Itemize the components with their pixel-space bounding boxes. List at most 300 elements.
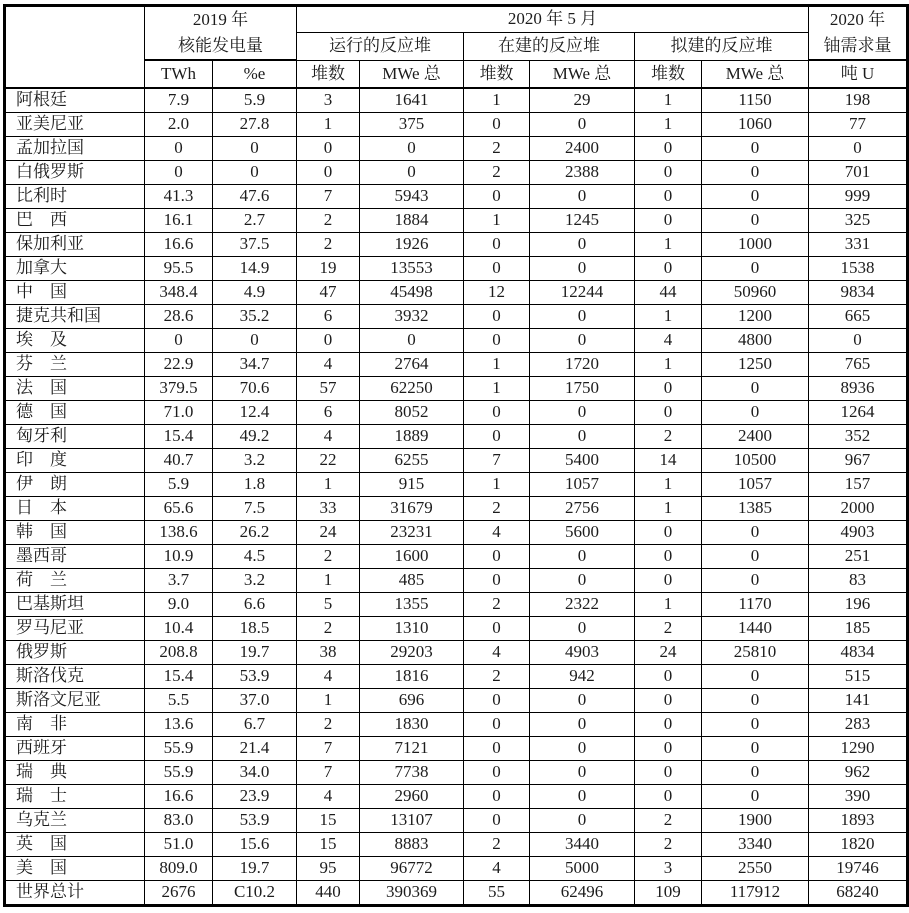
- data-cell: 1385: [702, 497, 809, 521]
- country-cell: 阿根廷: [5, 88, 145, 113]
- data-cell: 665: [809, 305, 908, 329]
- data-cell: 19.7: [213, 641, 297, 665]
- table-row: [5, 689, 908, 713]
- data-cell: 8936: [809, 377, 908, 401]
- data-cell: 0: [702, 713, 809, 737]
- data-cell: 331: [809, 233, 908, 257]
- data-cell: 0: [635, 185, 702, 209]
- data-cell: 0: [360, 161, 464, 185]
- data-cell: 942: [530, 665, 635, 689]
- country-cell: 伊 朗: [5, 473, 145, 497]
- data-cell: 4903: [809, 521, 908, 545]
- country-cell: 罗马尼亚: [5, 617, 145, 641]
- subheader-mwe-total-construction: MWe 总: [530, 60, 635, 88]
- data-cell: 4: [297, 665, 360, 689]
- country-cell: 英 国: [5, 833, 145, 857]
- data-cell: 15.4: [145, 665, 213, 689]
- data-cell: 21.4: [213, 737, 297, 761]
- data-cell: 1: [635, 88, 702, 113]
- data-cell: 138.6: [145, 521, 213, 545]
- data-cell: 379.5: [145, 377, 213, 401]
- data-cell: 4834: [809, 641, 908, 665]
- data-cell: 2: [297, 209, 360, 233]
- data-cell: 141: [809, 689, 908, 713]
- data-cell: 22: [297, 449, 360, 473]
- data-cell: 5943: [360, 185, 464, 209]
- data-cell: 0: [530, 113, 635, 137]
- country-cell: 韩 国: [5, 521, 145, 545]
- table-row: [5, 737, 908, 761]
- country-cell: 俄罗斯: [5, 641, 145, 665]
- data-cell: 1: [464, 377, 530, 401]
- table-row: [5, 137, 908, 161]
- data-cell: 701: [809, 161, 908, 185]
- data-cell: 0: [464, 257, 530, 281]
- data-cell: 29: [530, 88, 635, 113]
- data-cell: 0: [297, 161, 360, 185]
- country-cell: 亚美尼亚: [5, 113, 145, 137]
- country-cell: 巴基斯坦: [5, 593, 145, 617]
- data-cell: 4: [297, 425, 360, 449]
- header-2020-uranium: [809, 6, 908, 61]
- data-cell: 5400: [530, 449, 635, 473]
- data-cell: 0: [702, 545, 809, 569]
- data-cell: 2: [464, 137, 530, 161]
- data-cell: 2: [635, 425, 702, 449]
- data-cell: 4: [464, 857, 530, 881]
- data-cell: 0: [702, 569, 809, 593]
- data-cell: 45498: [360, 281, 464, 305]
- table-row: [5, 857, 908, 881]
- data-cell: 50960: [702, 281, 809, 305]
- table-row: [5, 281, 908, 305]
- data-cell: 1600: [360, 545, 464, 569]
- data-cell: 7.5: [213, 497, 297, 521]
- data-cell: 185: [809, 617, 908, 641]
- data-cell: 37.0: [213, 689, 297, 713]
- subheader-tonnes-u: 吨 U: [809, 60, 908, 88]
- subheader-reactor-count-planned: 堆数: [635, 60, 702, 88]
- data-cell: 2756: [530, 497, 635, 521]
- data-cell: 1816: [360, 665, 464, 689]
- data-cell: 485: [360, 569, 464, 593]
- country-cell: 墨西哥: [5, 545, 145, 569]
- data-cell: 0: [702, 377, 809, 401]
- table-row: [5, 569, 908, 593]
- data-cell: 5000: [530, 857, 635, 881]
- table-row: [5, 425, 908, 449]
- data-cell: 83: [809, 569, 908, 593]
- data-cell: 515: [809, 665, 908, 689]
- data-cell: 2: [297, 713, 360, 737]
- data-cell: 23.9: [213, 785, 297, 809]
- data-cell: 15.4: [145, 425, 213, 449]
- data-cell: 0: [464, 809, 530, 833]
- table-row: [5, 353, 908, 377]
- data-cell: 440: [297, 881, 360, 906]
- data-cell: 3.2: [213, 449, 297, 473]
- data-cell: 4: [297, 353, 360, 377]
- data-cell: 70.6: [213, 377, 297, 401]
- data-cell: 4: [635, 329, 702, 353]
- table-row: [5, 593, 908, 617]
- data-cell: 55.9: [145, 737, 213, 761]
- data-cell: 23231: [360, 521, 464, 545]
- data-cell: 3: [635, 857, 702, 881]
- data-cell: 0: [530, 569, 635, 593]
- data-cell: 0: [530, 305, 635, 329]
- data-cell: 44: [635, 281, 702, 305]
- data-cell: 0: [530, 401, 635, 425]
- data-cell: 0: [464, 713, 530, 737]
- data-cell: 0: [464, 425, 530, 449]
- data-cell: 7738: [360, 761, 464, 785]
- data-cell: 0: [809, 329, 908, 353]
- data-cell: 0: [464, 569, 530, 593]
- data-cell: 0: [635, 737, 702, 761]
- data-cell: 4903: [530, 641, 635, 665]
- country-cell: 斯洛伐克: [5, 665, 145, 689]
- data-cell: 65.6: [145, 497, 213, 521]
- data-cell: 0: [360, 137, 464, 161]
- data-cell: 26.2: [213, 521, 297, 545]
- data-cell: 1000: [702, 233, 809, 257]
- data-cell: 0: [530, 713, 635, 737]
- data-cell: 2: [635, 809, 702, 833]
- country-cell: 捷克共和国: [5, 305, 145, 329]
- data-cell: 0: [213, 137, 297, 161]
- country-cell: 印 度: [5, 449, 145, 473]
- data-cell: 0: [464, 761, 530, 785]
- table-row: [5, 377, 908, 401]
- data-cell: 12244: [530, 281, 635, 305]
- data-cell: 0: [530, 425, 635, 449]
- data-cell: 0: [360, 329, 464, 353]
- data-cell: 2400: [702, 425, 809, 449]
- data-cell: 1200: [702, 305, 809, 329]
- data-cell: 38: [297, 641, 360, 665]
- header-operating-reactors: 运行的反应堆: [297, 32, 464, 60]
- data-cell: 1884: [360, 209, 464, 233]
- data-cell: 2.7: [213, 209, 297, 233]
- subheader-reactor-count-operating: 堆数: [297, 60, 360, 88]
- data-cell: 6: [297, 305, 360, 329]
- data-cell: 0: [702, 785, 809, 809]
- data-cell: 13107: [360, 809, 464, 833]
- data-cell: 0: [145, 161, 213, 185]
- data-cell: 7: [297, 185, 360, 209]
- data-cell: 53.9: [213, 809, 297, 833]
- data-cell: 3: [297, 88, 360, 113]
- data-cell: 915: [360, 473, 464, 497]
- table-row: [5, 521, 908, 545]
- corner-cell: [5, 6, 145, 89]
- header-row-1: [5, 6, 908, 33]
- data-cell: 7121: [360, 737, 464, 761]
- data-cell: 0: [297, 137, 360, 161]
- data-cell: 1: [464, 353, 530, 377]
- data-cell: 95: [297, 857, 360, 881]
- table-row: [5, 305, 908, 329]
- data-cell: 9.0: [145, 593, 213, 617]
- data-cell: 68240: [809, 881, 908, 906]
- data-cell: 1: [464, 473, 530, 497]
- data-cell: 0: [530, 761, 635, 785]
- country-cell: 世界总计: [5, 881, 145, 906]
- subheader-percent-e: %e: [213, 60, 297, 88]
- country-cell: 瑞 典: [5, 761, 145, 785]
- data-cell: 34.0: [213, 761, 297, 785]
- data-cell: 0: [464, 401, 530, 425]
- data-cell: 198: [809, 88, 908, 113]
- data-cell: 37.5: [213, 233, 297, 257]
- data-cell: 3440: [530, 833, 635, 857]
- data-cell: 2: [635, 833, 702, 857]
- table-row: [5, 329, 908, 353]
- data-cell: 16.1: [145, 209, 213, 233]
- data-cell: 40.7: [145, 449, 213, 473]
- data-cell: 0: [464, 545, 530, 569]
- table-row: [5, 401, 908, 425]
- data-cell: 0: [702, 689, 809, 713]
- data-cell: 1: [635, 233, 702, 257]
- data-cell: 3.7: [145, 569, 213, 593]
- country-cell: 南 非: [5, 713, 145, 737]
- data-cell: 7: [464, 449, 530, 473]
- header-2019-generation: [145, 6, 297, 61]
- data-cell: 1290: [809, 737, 908, 761]
- country-cell: 加拿大: [5, 257, 145, 281]
- data-cell: 25810: [702, 641, 809, 665]
- table-row: [5, 545, 908, 569]
- data-cell: 1: [464, 88, 530, 113]
- data-cell: 390: [809, 785, 908, 809]
- data-cell: 0: [464, 305, 530, 329]
- data-cell: 0: [702, 161, 809, 185]
- data-cell: 0: [464, 329, 530, 353]
- data-cell: 15: [297, 809, 360, 833]
- country-cell: 德 国: [5, 401, 145, 425]
- data-cell: 83.0: [145, 809, 213, 833]
- data-cell: 1: [635, 497, 702, 521]
- data-cell: 0: [530, 545, 635, 569]
- table-row: [5, 785, 908, 809]
- data-cell: 0: [530, 809, 635, 833]
- data-cell: 53.9: [213, 665, 297, 689]
- data-cell: 0: [213, 329, 297, 353]
- data-cell: 1057: [702, 473, 809, 497]
- data-cell: 0: [702, 521, 809, 545]
- country-cell: 保加利亚: [5, 233, 145, 257]
- data-cell: 2: [464, 593, 530, 617]
- country-cell: 斯洛文尼亚: [5, 689, 145, 713]
- data-cell: 33: [297, 497, 360, 521]
- data-cell: 4800: [702, 329, 809, 353]
- data-cell: 2400: [530, 137, 635, 161]
- data-cell: 1.8: [213, 473, 297, 497]
- data-cell: 7: [297, 737, 360, 761]
- data-cell: 2322: [530, 593, 635, 617]
- data-cell: 96772: [360, 857, 464, 881]
- table-header: [5, 6, 908, 89]
- data-cell: 0: [635, 569, 702, 593]
- data-cell: 62496: [530, 881, 635, 906]
- data-cell: 1355: [360, 593, 464, 617]
- data-cell: 283: [809, 713, 908, 737]
- data-cell: 22.9: [145, 353, 213, 377]
- data-cell: 3.2: [213, 569, 297, 593]
- data-cell: 962: [809, 761, 908, 785]
- data-cell: 1641: [360, 88, 464, 113]
- data-cell: 2: [464, 665, 530, 689]
- data-cell: 77: [809, 113, 908, 137]
- table-row: [5, 257, 908, 281]
- data-cell: 0: [702, 761, 809, 785]
- country-cell: 荷 兰: [5, 569, 145, 593]
- data-cell: 2: [297, 233, 360, 257]
- data-cell: 208.8: [145, 641, 213, 665]
- table-row: [5, 185, 908, 209]
- data-cell: 14.9: [213, 257, 297, 281]
- data-cell: 2764: [360, 353, 464, 377]
- table-body: [5, 88, 908, 906]
- data-cell: 0: [530, 689, 635, 713]
- data-cell: 0: [635, 209, 702, 233]
- data-cell: 1: [297, 473, 360, 497]
- header-uranium-line2: 铀需求量: [823, 36, 892, 55]
- country-cell: 匈牙利: [5, 425, 145, 449]
- data-cell: 0: [702, 257, 809, 281]
- data-cell: 29203: [360, 641, 464, 665]
- data-cell: 0: [464, 737, 530, 761]
- data-cell: 2: [297, 545, 360, 569]
- data-cell: 71.0: [145, 401, 213, 425]
- data-cell: 24: [635, 641, 702, 665]
- subheader-twh: TWh: [145, 60, 213, 88]
- data-cell: 14: [635, 449, 702, 473]
- data-cell: 10.4: [145, 617, 213, 641]
- data-cell: 0: [702, 737, 809, 761]
- country-cell: 法 国: [5, 377, 145, 401]
- data-cell: 7: [297, 761, 360, 785]
- table-row: [5, 809, 908, 833]
- table-row: [5, 88, 908, 113]
- table-row: [5, 473, 908, 497]
- data-cell: 0: [464, 113, 530, 137]
- data-cell: 2960: [360, 785, 464, 809]
- data-cell: 1: [297, 569, 360, 593]
- table-row: [5, 713, 908, 737]
- data-cell: 3340: [702, 833, 809, 857]
- table-row: [5, 665, 908, 689]
- data-cell: 0: [635, 713, 702, 737]
- data-cell: 1893: [809, 809, 908, 833]
- data-cell: 47: [297, 281, 360, 305]
- table-row: [5, 833, 908, 857]
- data-cell: 4: [297, 785, 360, 809]
- country-cell: 美 国: [5, 857, 145, 881]
- data-cell: 1310: [360, 617, 464, 641]
- data-cell: 1: [635, 593, 702, 617]
- country-cell: 日 本: [5, 497, 145, 521]
- data-cell: 0: [464, 233, 530, 257]
- data-cell: 19.7: [213, 857, 297, 881]
- data-cell: 9834: [809, 281, 908, 305]
- data-cell: 196: [809, 593, 908, 617]
- country-cell: 中 国: [5, 281, 145, 305]
- data-cell: 18.5: [213, 617, 297, 641]
- data-cell: 0: [635, 137, 702, 161]
- data-cell: 1150: [702, 88, 809, 113]
- header-uranium-line1: 2020 年: [829, 10, 886, 29]
- data-cell: 35.2: [213, 305, 297, 329]
- data-cell: 0: [809, 137, 908, 161]
- table-row: [5, 449, 908, 473]
- data-cell: 0: [145, 329, 213, 353]
- data-cell: 2676: [145, 881, 213, 906]
- table-row: [5, 761, 908, 785]
- data-cell: 2388: [530, 161, 635, 185]
- data-cell: 0: [530, 185, 635, 209]
- data-cell: 95.5: [145, 257, 213, 281]
- data-cell: 0: [530, 329, 635, 353]
- data-cell: 4: [464, 521, 530, 545]
- data-cell: 19: [297, 257, 360, 281]
- data-cell: 1889: [360, 425, 464, 449]
- subheader-mwe-total-planned: MWe 总: [702, 60, 809, 88]
- data-cell: 765: [809, 353, 908, 377]
- data-cell: 2: [464, 497, 530, 521]
- data-cell: 5: [297, 593, 360, 617]
- data-cell: 1750: [530, 377, 635, 401]
- data-cell: 0: [635, 377, 702, 401]
- data-cell: 57: [297, 377, 360, 401]
- table-row: [5, 641, 908, 665]
- data-cell: 0: [530, 257, 635, 281]
- header-2020-may: 2020 年 5 月: [297, 6, 809, 33]
- data-cell: 0: [635, 545, 702, 569]
- data-cell: 5.9: [145, 473, 213, 497]
- country-cell: 比利时: [5, 185, 145, 209]
- data-cell: 1: [635, 353, 702, 377]
- data-cell: 325: [809, 209, 908, 233]
- table-row: [5, 617, 908, 641]
- data-cell: 13553: [360, 257, 464, 281]
- data-cell: 6.7: [213, 713, 297, 737]
- data-cell: 6.6: [213, 593, 297, 617]
- data-cell: 15.6: [213, 833, 297, 857]
- data-cell: 8883: [360, 833, 464, 857]
- data-cell: 1: [297, 689, 360, 713]
- data-cell: 0: [702, 137, 809, 161]
- subheader-reactor-count-construction: 堆数: [464, 60, 530, 88]
- data-cell: 0: [530, 617, 635, 641]
- data-cell: 15: [297, 833, 360, 857]
- data-cell: 0: [702, 209, 809, 233]
- data-cell: 0: [635, 785, 702, 809]
- data-cell: 1: [635, 305, 702, 329]
- data-cell: 4.9: [213, 281, 297, 305]
- data-cell: 5600: [530, 521, 635, 545]
- data-cell: 0: [530, 737, 635, 761]
- data-cell: 0: [530, 233, 635, 257]
- data-cell: 375: [360, 113, 464, 137]
- data-cell: 4: [464, 641, 530, 665]
- data-cell: 19746: [809, 857, 908, 881]
- data-cell: 1057: [530, 473, 635, 497]
- data-cell: 28.6: [145, 305, 213, 329]
- data-cell: 12: [464, 281, 530, 305]
